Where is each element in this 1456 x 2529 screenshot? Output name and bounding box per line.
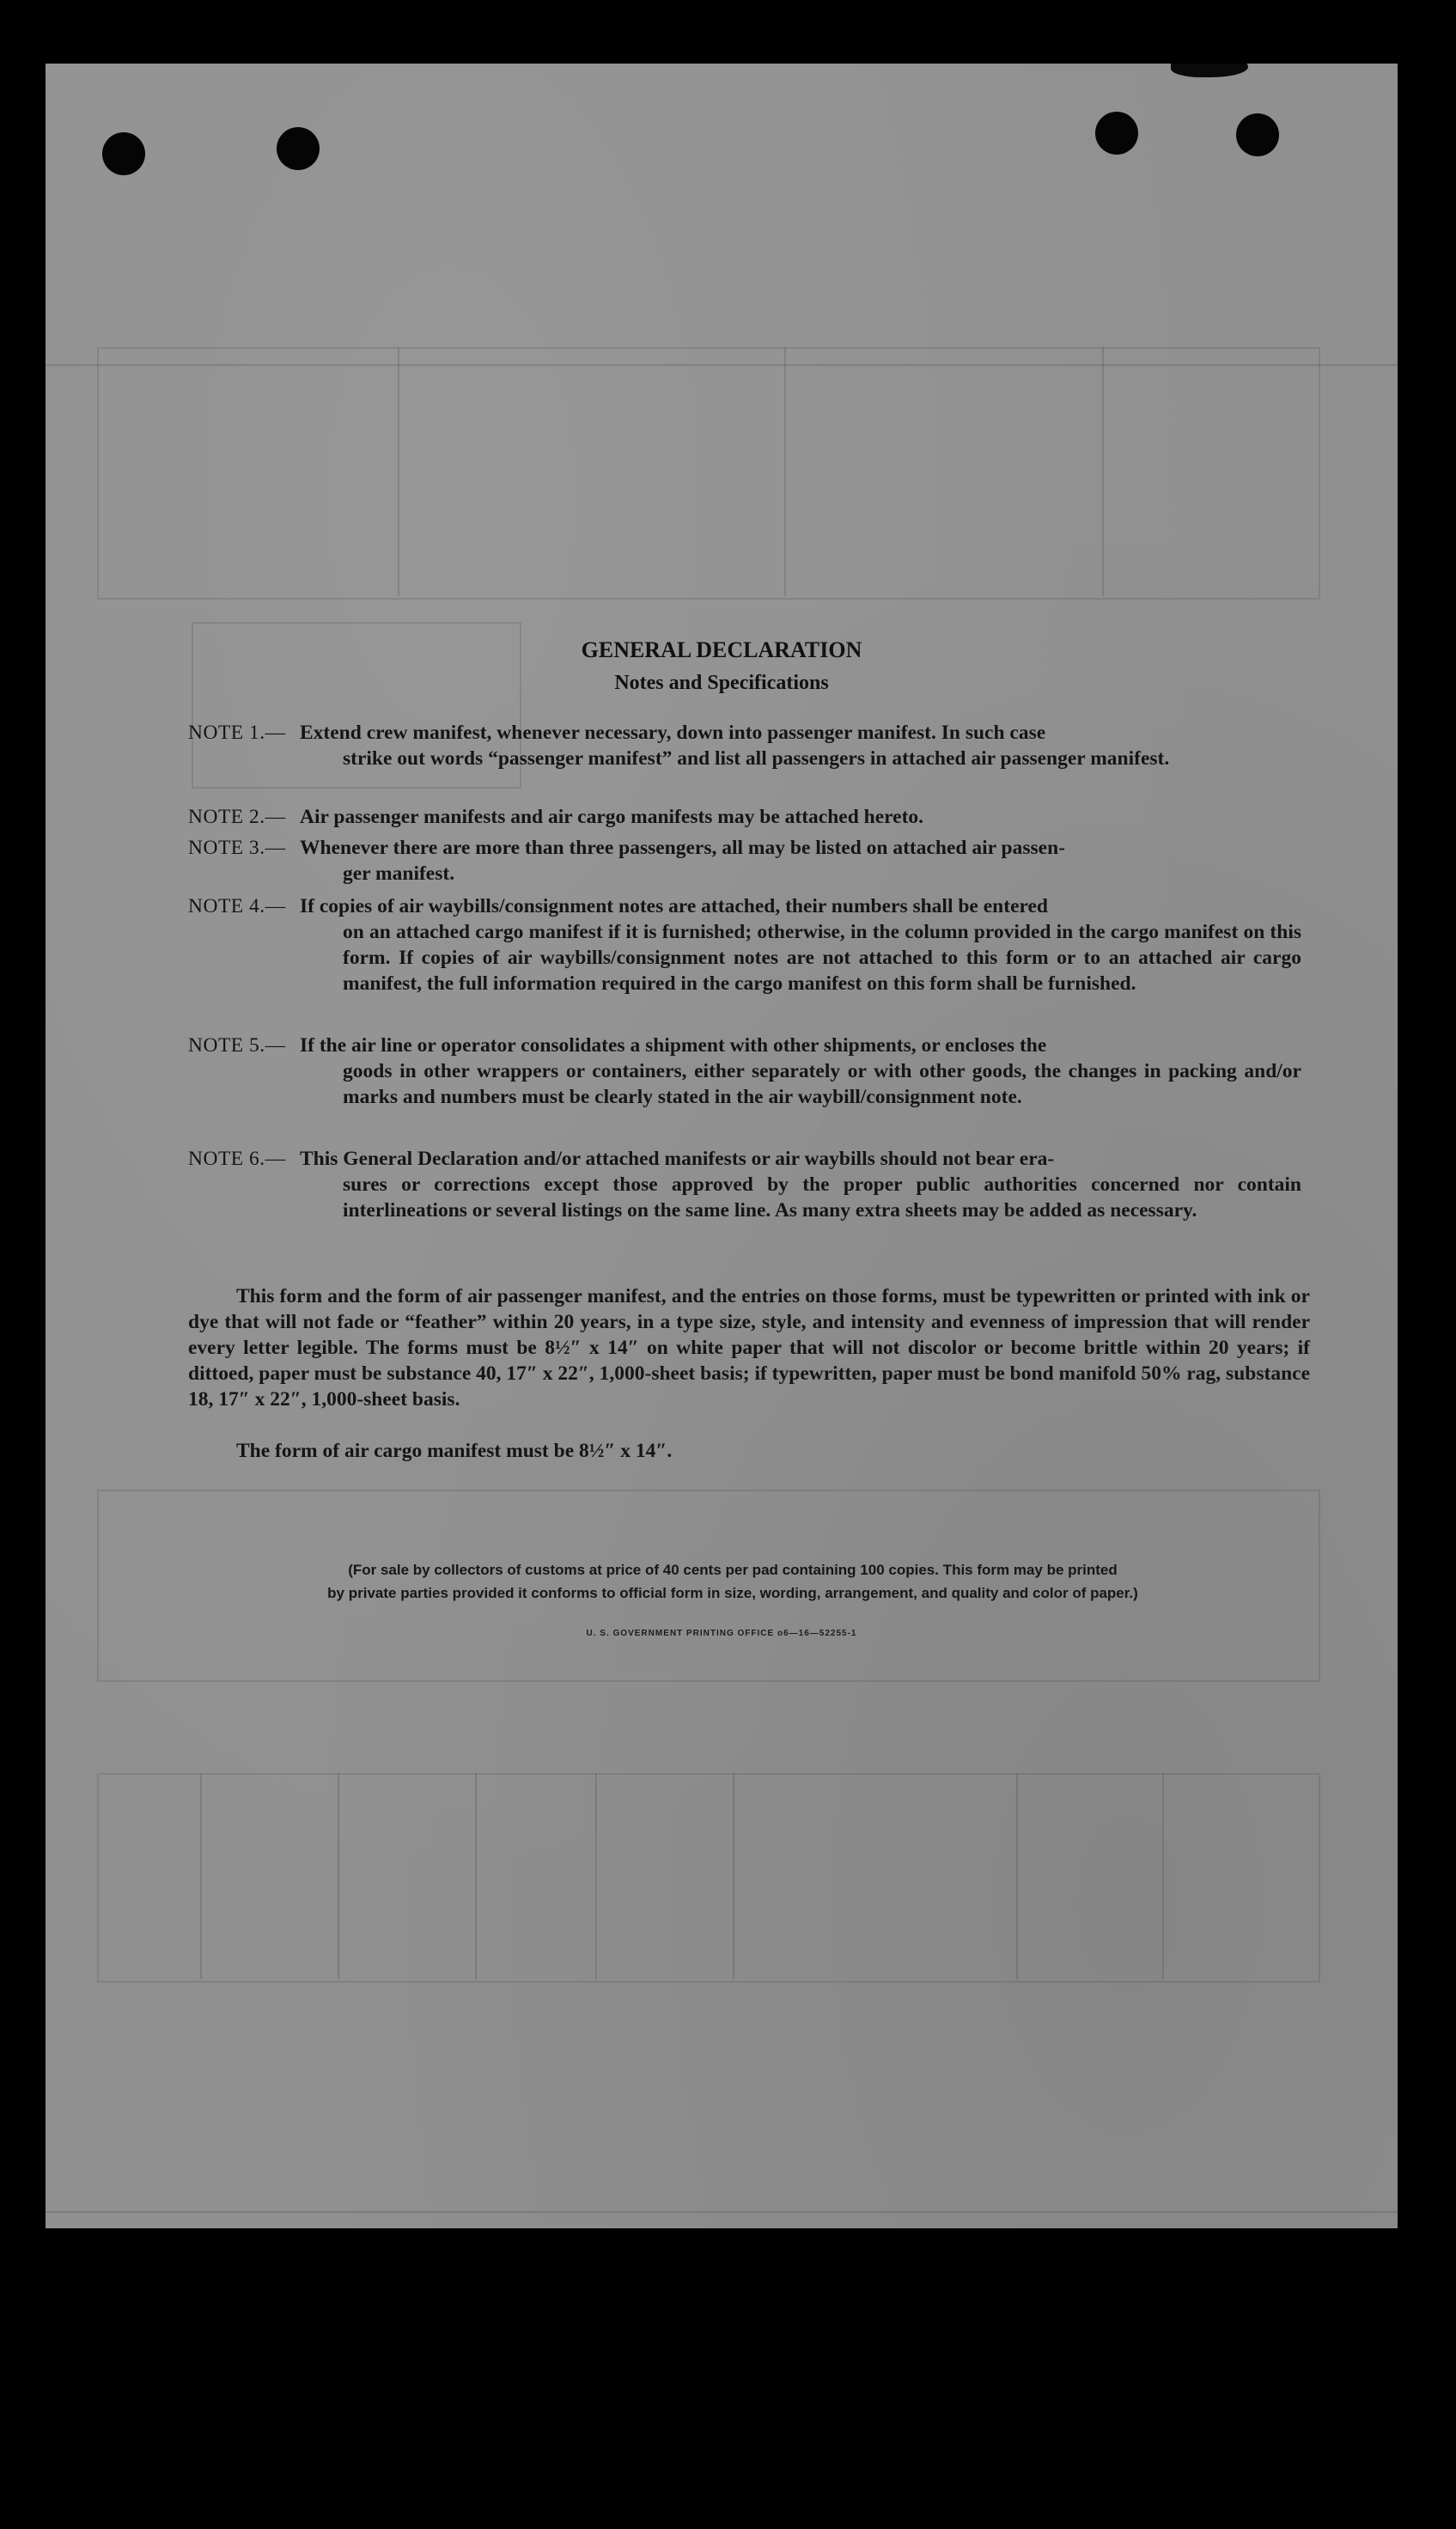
ghost-rule xyxy=(200,1773,202,1979)
note-text-continuation: on an attached cargo manifest if it is furnished; otherwise, in the column provided in the cargo manifest on this form. If copies of air waybills/consignment notes are not attached to this form or to an attached air cargo manifest, the full information required in the cargo manifest on this form shall be furnished. xyxy=(343,921,1301,995)
sale-notice xyxy=(149,1558,1317,1605)
note-label: NOTE 3.— xyxy=(188,837,286,859)
note-text-continuation: goods in other wrappers or containers, either separately or with other goods, the changes in packing and/or marks and numbers must be clearly stated in the air waybill/consignment note. xyxy=(343,1060,1301,1108)
cargo-size-text: The form of air cargo manifest must be 8½″ x 14″. xyxy=(236,1440,673,1462)
ghost-rule xyxy=(398,347,399,596)
note-text-continuation: ger manifest. xyxy=(343,862,455,885)
document-sheet xyxy=(46,64,1398,2228)
note-text-first-line: If copies of air waybills/consignment notes are attached, their numbers shall be entered xyxy=(300,895,1049,917)
note-text-first-line: If the air line or operator consolidates a shipment with other shipments, or encloses the xyxy=(300,1034,1047,1057)
note-text-first-line: This General Declaration and/or attached manifests or air waybills should not bear era- xyxy=(300,1148,1055,1170)
ink-stain xyxy=(1171,64,1248,77)
note-label: NOTE 6.— xyxy=(188,1148,286,1170)
sale-notice-line-2: by private parties provided it conforms to official form in size, wording, arrangement, and quality and color of paper.) xyxy=(327,1585,1138,1601)
note-text-first-line: Whenever there are more than three passengers, all may be listed on attached air passen- xyxy=(300,837,1065,859)
sale-notice-line-1: (For sale by collectors of customs at price of 40 cents per pad containing 100 copies. This form may be printed xyxy=(348,1562,1118,1578)
ghost-rule xyxy=(595,1773,597,1979)
punch-hole-center-left xyxy=(277,127,320,170)
ghost-rule xyxy=(46,2211,1398,2213)
specification-text: This form and the form of air passenger manifest, and the entries on those forms, must be typewritten or printed with ink or dye that will not fade or “feather” within 20 years, in a type size, style, and intensity and evenness of impression that will render every letter legible. The forms must be 8½″ x 14″ on white paper that will not discolor or become brittle within 20 years; if dittoed, paper must be substance 40, 17″ x 22″, 1,000-sheet basis; if typewritten, paper must be bond manifold 50% rag, substance 18, 17″ x 22″, 1,000-sheet basis. xyxy=(188,1285,1310,1411)
ghost-itinerary-table xyxy=(97,347,1320,600)
note-label: NOTE 4.— xyxy=(188,895,286,917)
printer-imprint: U. S. GOVERNMENT PRINTING OFFICE o6—16—52255-1 xyxy=(586,1629,857,1638)
ghost-rule xyxy=(1162,1773,1164,1979)
specification-paragraph xyxy=(188,1283,1310,1412)
ghost-rule xyxy=(733,1773,734,1979)
punch-hole-right xyxy=(1236,113,1279,156)
ghost-rule xyxy=(784,347,786,596)
note-text-continuation: sures or corrections except those approved by the proper public authorities concerned nor contain interlineations or several listings on the same line. As many extra sheets may be added as necessary. xyxy=(343,1173,1301,1222)
ghost-rule xyxy=(338,1773,339,1979)
cargo-size-line xyxy=(188,1438,1310,1464)
page-subtitle: Notes and Specifications xyxy=(614,672,829,694)
ghost-cargo-table xyxy=(97,1773,1320,1983)
page-title: GENERAL DECLARATION xyxy=(581,637,862,662)
punch-hole-left xyxy=(102,132,145,175)
ghost-rule xyxy=(1016,1773,1018,1979)
ghost-rule xyxy=(1102,347,1104,596)
note-text-continuation: strike out words “passenger manifest” and list all passengers in attached air passenger manifest. xyxy=(343,747,1170,770)
note-text-first-line: Extend crew manifest, whenever necessary, down into passenger manifest. In such case xyxy=(300,722,1046,744)
note-label: NOTE 2.— xyxy=(188,806,286,828)
note-text-first-line: Air passenger manifests and air cargo manifests may be attached hereto. xyxy=(300,806,924,828)
note-label: NOTE 1.— xyxy=(188,722,286,744)
punch-hole-center-right xyxy=(1095,112,1138,155)
ghost-rule xyxy=(475,1773,477,1979)
note-label: NOTE 5.— xyxy=(188,1034,286,1057)
